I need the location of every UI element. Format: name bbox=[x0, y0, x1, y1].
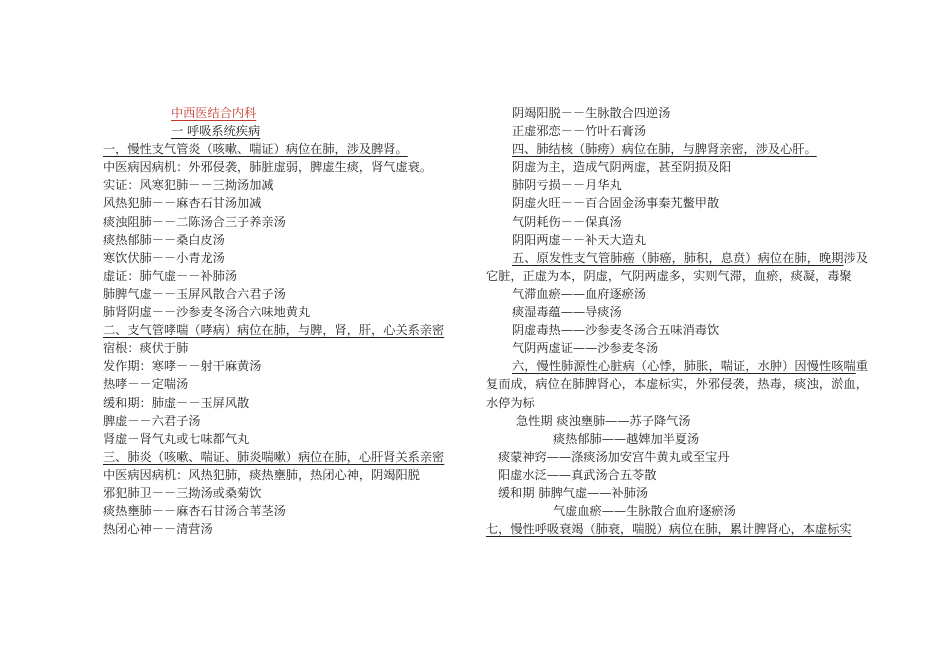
text-line: 缓和期 肺脾气虚——补肺汤 bbox=[498, 485, 649, 500]
left-column bbox=[82, 104, 464, 538]
text-line: 风热犯肺－－麻杏石甘汤加减 bbox=[103, 196, 262, 211]
text-line: 痰湿毒蕴——导痰汤 bbox=[512, 305, 622, 320]
text-line: 痰热郁肺－－桑白皮汤 bbox=[103, 232, 225, 247]
text-line: 宿根：痰伏于肺 bbox=[103, 341, 189, 356]
text-line: 缓和期：肺虚－－玉屏风散 bbox=[103, 395, 250, 410]
topic-heading-5 bbox=[486, 249, 868, 285]
text-line: 阴虚火旺－－百合固金汤事秦艽鳖甲散 bbox=[512, 196, 720, 211]
text-line: 阳虚水泛——真武汤合五苓散 bbox=[498, 467, 657, 482]
text-line: 脾虚－－六君子汤 bbox=[103, 413, 201, 428]
text-line: 中医病因病机：外邪侵袭，肺脏虚弱，脾虚生痰，肾气虚衰。 bbox=[103, 160, 433, 175]
heading-6-underlined-2: 咳喘 bbox=[831, 359, 856, 374]
text-line: 热闭心神－－清营汤 bbox=[103, 522, 213, 537]
text-line: 痰热壅肺－－麻杏石甘汤合苇茎汤 bbox=[103, 504, 286, 519]
topic-heading-3: 三、肺炎（咳嗽、喘证、肺炎喘嗽）病位在肺，心肝肾关系亲密 bbox=[103, 449, 445, 464]
text-line: 痰蒙神窍——涤痰汤加安宫牛黄丸或至宝丹 bbox=[498, 449, 730, 464]
text-line: 肺阴亏损－－月华丸 bbox=[512, 178, 622, 193]
text-line: 气阴耗伤－－保真汤 bbox=[512, 214, 622, 229]
text-line: 邪犯肺卫－－三拗汤或桑菊饮 bbox=[103, 485, 262, 500]
text-line: 中医病因病机：风热犯肺，痰热壅肺，热闭心神，阴竭阳脱 bbox=[103, 467, 420, 482]
text-line: 急性期 痰浊壅肺——苏子降气汤 bbox=[516, 413, 691, 428]
text-line: 阴虚毒热——沙参麦冬汤合五味消毒饮 bbox=[512, 323, 720, 338]
right-column bbox=[486, 104, 868, 538]
text-line: 肾虚－肾气丸或七味都气丸 bbox=[103, 431, 250, 446]
topic-heading-2: 二、支气管哮喘（哮病）病位在肺，与脾，肾，肝，心关系亲密 bbox=[103, 323, 445, 338]
text-line: 实证：风寒犯肺－－三拗汤加减 bbox=[103, 178, 274, 193]
topic-heading-6 bbox=[486, 357, 868, 411]
heading-6-underlined: 六，慢性肺源性心脏病（心悸，肺胀，喘证，水肿）因慢性 bbox=[512, 359, 832, 374]
text-line: 发作期：寒哮－－射干麻黄汤 bbox=[103, 359, 262, 374]
section-heading: 一 呼吸系统疾病 bbox=[171, 124, 261, 139]
text-line: 热哮－－定喘汤 bbox=[103, 377, 189, 392]
topic-heading-7: 七，慢性呼吸衰竭（肺衰，喘脱）病位在肺，累计脾肾心，本虚标实 bbox=[486, 522, 852, 537]
heading-5-underlined: 五、原发性支气管肺癌（肺癌，肺积，息贲）病位在肺，晚期 bbox=[512, 250, 844, 265]
text-line: 肺肾阴虚－－沙参麦冬汤合六味地黄丸 bbox=[103, 305, 311, 320]
text-line: 气阴两虚证——沙参麦冬汤 bbox=[512, 341, 659, 356]
text-line: 肺脾气虚－－玉屏风散合六君子汤 bbox=[103, 286, 286, 301]
text-line: 虚证：肺气虚－－补肺汤 bbox=[103, 268, 238, 283]
text-line: 痰热郁肺——越婢加半夏汤 bbox=[553, 431, 700, 446]
topic-heading-1: 一，慢性支气管炎（咳嗽、喘证）病位在肺，涉及脾肾。 bbox=[103, 142, 408, 157]
text-line: 气虚血瘀——生脉散合血府逐瘀汤 bbox=[553, 504, 736, 519]
text-line: 气滞血瘀——血府逐瘀汤 bbox=[512, 286, 647, 301]
text-line: 阴阳两虚－－补天大造丸 bbox=[512, 232, 647, 247]
heading-6-continuation: 重复而成，病位在肺脾肾心，本虚标实，外邪侵袭，热毒，痰浊，淤血，水停为标 bbox=[486, 359, 869, 410]
text-line: 痰浊阻肺－－二陈汤合三子养亲汤 bbox=[103, 214, 286, 229]
document-title: 中西医结合内科 bbox=[171, 106, 257, 120]
text-line: 阴虚为主，造成气阴两虚，甚至阴损及阳 bbox=[512, 160, 732, 175]
topic-heading-4: 四、肺结核（肺痨）病位在肺，与脾肾亲密，涉及心肝。 bbox=[512, 142, 817, 157]
text-line: 阴竭阳脱－－生脉散合四逆汤 bbox=[512, 106, 671, 120]
text-line: 正虚邪恋－－竹叶石膏汤 bbox=[512, 124, 647, 139]
text-line: 寒饮伏肺－－小青龙汤 bbox=[103, 250, 225, 265]
heading-5-continuation: 涉及它脏，正虚为本，阴虚，气阴两虚多，实则气滞，血瘀，痰凝，毒聚 bbox=[486, 250, 869, 283]
